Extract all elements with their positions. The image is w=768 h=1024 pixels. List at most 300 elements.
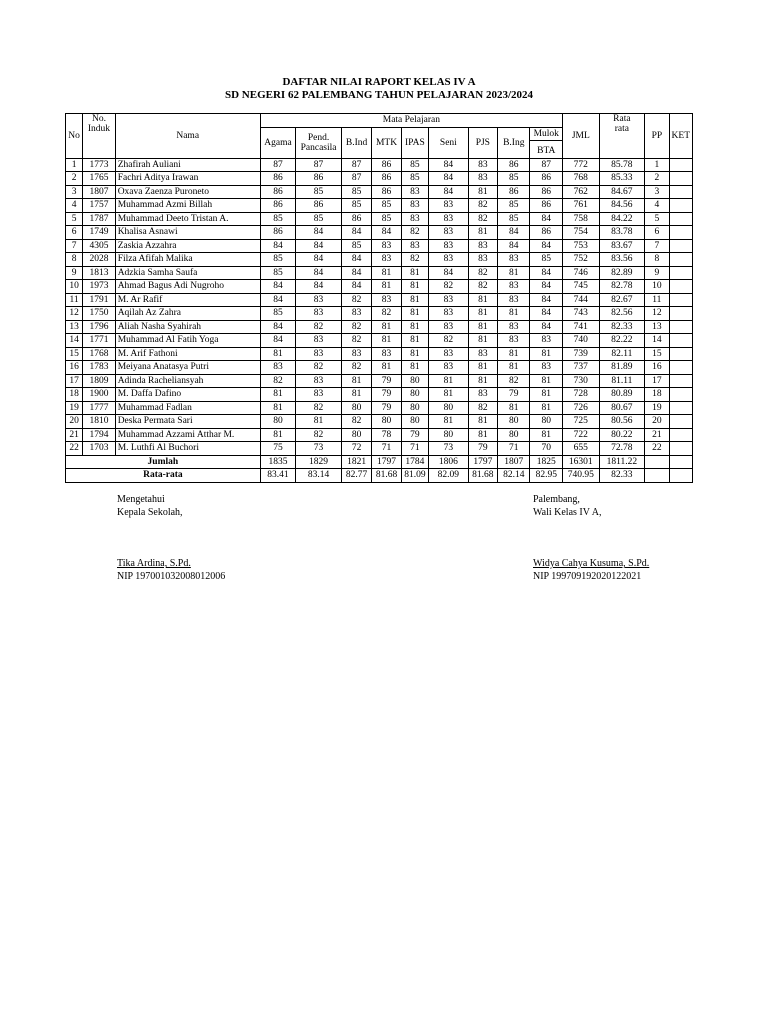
row-nama: Oxava Zaenza Puroneto	[115, 185, 260, 199]
score-agama: 84	[260, 334, 296, 348]
row-no-induk: 1750	[83, 307, 115, 321]
jumlah-row	[66, 455, 693, 469]
score-seni: 83	[429, 320, 469, 334]
row-no-induk: 1807	[83, 185, 115, 199]
score-seni: 83	[429, 253, 469, 267]
score-mulok-bta: 83	[530, 334, 563, 348]
score-agama: 85	[260, 266, 296, 280]
score-bing: 79	[498, 388, 530, 402]
score-bing: 83	[498, 293, 530, 307]
score-pjs: 81	[468, 320, 497, 334]
score-agama: 84	[260, 320, 296, 334]
row-no-induk: 4305	[83, 239, 115, 253]
row-rata-rata: 83.78	[599, 226, 645, 240]
signature-left-block	[117, 493, 183, 519]
row-ket	[669, 388, 692, 402]
score-seni: 73	[429, 442, 469, 456]
score-bind: 85	[341, 185, 371, 199]
score-mtk: 81	[372, 361, 401, 375]
score-mulok-bta: 81	[530, 374, 563, 388]
row-nama: Adzkia Samha Saufa	[115, 266, 260, 280]
row-pp: 18	[645, 388, 669, 402]
header-nama: Nama	[115, 114, 260, 159]
score-pjs: 83	[468, 253, 497, 267]
score-mtk: 78	[372, 428, 401, 442]
row-rata-rata: 81.89	[599, 361, 645, 375]
score-bing: 83	[498, 334, 530, 348]
row-no: 1	[66, 158, 83, 172]
row-rata-rata: 82.67	[599, 293, 645, 307]
jumlah-value: 1784	[401, 455, 428, 469]
score-pjs: 82	[468, 212, 497, 226]
row-pp: 20	[645, 415, 669, 429]
score-bind: 80	[341, 401, 371, 415]
row-rata-rata: 80.56	[599, 415, 645, 429]
score-mulok-bta: 84	[530, 239, 563, 253]
row-no: 10	[66, 280, 83, 294]
table-row	[66, 172, 693, 186]
row-no: 7	[66, 239, 83, 253]
score-mulok-bta: 84	[530, 212, 563, 226]
score-pend-pancasila: 83	[296, 334, 342, 348]
score-seni: 83	[429, 307, 469, 321]
row-no: 8	[66, 253, 83, 267]
row-no: 4	[66, 199, 83, 213]
score-ipas: 83	[401, 212, 428, 226]
score-agama: 86	[260, 226, 296, 240]
table-row	[66, 307, 693, 321]
table-row	[66, 320, 693, 334]
score-ipas: 81	[401, 347, 428, 361]
row-no-induk: 1796	[83, 320, 115, 334]
header-pend-line1: Pend.	[307, 132, 330, 143]
score-pjs: 81	[468, 428, 497, 442]
score-ipas: 85	[401, 172, 428, 186]
row-no-induk: 1768	[83, 347, 115, 361]
row-no: 2	[66, 172, 83, 186]
score-pend-pancasila: 85	[296, 212, 342, 226]
score-mtk: 84	[372, 226, 401, 240]
score-pjs: 83	[468, 239, 497, 253]
row-no: 3	[66, 185, 83, 199]
score-pend-pancasila: 84	[296, 253, 342, 267]
header-agama: Agama	[260, 127, 296, 158]
score-agama: 81	[260, 347, 296, 361]
score-ipas: 81	[401, 266, 428, 280]
score-pjs: 79	[468, 442, 497, 456]
rata-rata-value: 83.14	[296, 469, 342, 483]
score-pjs: 82	[468, 280, 497, 294]
row-jml: 758	[563, 212, 600, 226]
header-mulok-label: Mulok	[530, 128, 562, 141]
score-pend-pancasila: 73	[296, 442, 342, 456]
signature-left-name-block	[117, 557, 225, 583]
score-ipas: 81	[401, 361, 428, 375]
score-pend-pancasila: 82	[296, 361, 342, 375]
score-ipas: 83	[401, 239, 428, 253]
row-rata-rata: 72.78	[599, 442, 645, 456]
score-mulok-bta: 80	[530, 415, 563, 429]
score-bind: 84	[341, 226, 371, 240]
row-jml: 745	[563, 280, 600, 294]
row-pp: 21	[645, 428, 669, 442]
jumlah-value: 16301	[563, 455, 600, 469]
score-mtk: 81	[372, 320, 401, 334]
table-row	[66, 158, 693, 172]
row-nama: Deska Permata Sari	[115, 415, 260, 429]
row-no-induk: 1757	[83, 199, 115, 213]
score-pjs: 83	[468, 347, 497, 361]
score-pend-pancasila: 85	[296, 185, 342, 199]
score-mulok-bta: 86	[530, 199, 563, 213]
row-no: 5	[66, 212, 83, 226]
row-no-induk: 1810	[83, 415, 115, 429]
row-jml: 743	[563, 307, 600, 321]
score-agama: 87	[260, 158, 296, 172]
row-jml: 752	[563, 253, 600, 267]
row-jml: 740	[563, 334, 600, 348]
score-bing: 85	[498, 199, 530, 213]
score-ipas: 81	[401, 307, 428, 321]
row-pp: 12	[645, 307, 669, 321]
score-seni: 83	[429, 199, 469, 213]
score-bind: 86	[341, 212, 371, 226]
score-bind: 81	[341, 388, 371, 402]
score-bind: 84	[341, 280, 371, 294]
row-jml: 655	[563, 442, 600, 456]
jumlah-value: 1829	[296, 455, 342, 469]
row-no-induk: 1791	[83, 293, 115, 307]
row-rata-rata: 84.67	[599, 185, 645, 199]
row-ket	[669, 239, 692, 253]
row-jml: 737	[563, 361, 600, 375]
score-ipas: 80	[401, 374, 428, 388]
rata-rata-label: Rata-rata	[66, 469, 261, 483]
signature-left-line1: Mengetahui	[117, 494, 165, 505]
score-ipas: 80	[401, 401, 428, 415]
row-pp: 19	[645, 401, 669, 415]
score-mulok-bta: 86	[530, 185, 563, 199]
header-pend-pancasila	[296, 127, 342, 158]
row-pp: 9	[645, 266, 669, 280]
row-rata-rata: 84.56	[599, 199, 645, 213]
score-mulok-bta: 87	[530, 158, 563, 172]
row-pp: 5	[645, 212, 669, 226]
score-pend-pancasila: 84	[296, 239, 342, 253]
score-seni: 83	[429, 361, 469, 375]
score-bind: 83	[341, 347, 371, 361]
row-ket	[669, 185, 692, 199]
table-row	[66, 428, 693, 442]
row-no-induk: 1771	[83, 334, 115, 348]
row-no: 13	[66, 320, 83, 334]
score-mtk: 86	[372, 158, 401, 172]
row-jml: 728	[563, 388, 600, 402]
row-rata-rata: 84.22	[599, 212, 645, 226]
header-mata-pelajaran: Mata Pelajaran	[260, 114, 562, 128]
table-row	[66, 226, 693, 240]
row-no: 12	[66, 307, 83, 321]
row-nama: Aqilah Az Zahra	[115, 307, 260, 321]
row-pp: 3	[645, 185, 669, 199]
score-bing: 84	[498, 239, 530, 253]
header-pend-line2: Pancasila	[300, 142, 337, 153]
score-ipas: 81	[401, 280, 428, 294]
row-ket	[669, 158, 692, 172]
score-ipas: 83	[401, 199, 428, 213]
score-agama: 86	[260, 185, 296, 199]
row-pp: 4	[645, 199, 669, 213]
rata-rata-value: 740.95	[563, 469, 600, 483]
row-pp: 6	[645, 226, 669, 240]
row-nama: Ahmad Bagus Adi Nugroho	[115, 280, 260, 294]
row-nama: Adinda Racheliansyah	[115, 374, 260, 388]
row-rata-rata: 83.67	[599, 239, 645, 253]
score-bing: 71	[498, 442, 530, 456]
score-bind: 82	[341, 361, 371, 375]
score-bing: 80	[498, 428, 530, 442]
row-ket	[669, 401, 692, 415]
row-rata-rata: 82.11	[599, 347, 645, 361]
score-pend-pancasila: 81	[296, 415, 342, 429]
row-no-induk: 1813	[83, 266, 115, 280]
row-rata-rata: 82.56	[599, 307, 645, 321]
score-ipas: 71	[401, 442, 428, 456]
score-pend-pancasila: 84	[296, 226, 342, 240]
score-bind: 85	[341, 199, 371, 213]
rata-rata-value: 82.77	[341, 469, 371, 483]
row-rata-rata: 82.33	[599, 320, 645, 334]
score-mtk: 71	[372, 442, 401, 456]
jumlah-value: 1797	[372, 455, 401, 469]
signature-right-line1: Palembang,	[533, 494, 580, 505]
row-no: 11	[66, 293, 83, 307]
row-no-induk: 1973	[83, 280, 115, 294]
header-bing: B.Ing	[498, 127, 530, 158]
row-jml: 725	[563, 415, 600, 429]
score-mulok-bta: 86	[530, 226, 563, 240]
score-mtk: 83	[372, 293, 401, 307]
row-nama: Muhammad Azzami Atthar M.	[115, 428, 260, 442]
score-seni: 80	[429, 401, 469, 415]
score-mulok-bta: 81	[530, 347, 563, 361]
signature-right-line2: Wali Kelas IV A,	[533, 507, 602, 518]
score-mulok-bta: 70	[530, 442, 563, 456]
score-seni: 81	[429, 388, 469, 402]
score-mtk: 85	[372, 199, 401, 213]
score-agama: 84	[260, 293, 296, 307]
score-bind: 87	[341, 158, 371, 172]
row-pp: 2	[645, 172, 669, 186]
row-no: 19	[66, 401, 83, 415]
score-pjs: 81	[468, 415, 497, 429]
score-mulok-bta: 85	[530, 253, 563, 267]
row-ket	[669, 212, 692, 226]
table-row	[66, 388, 693, 402]
table-row	[66, 334, 693, 348]
rata-rata-value: 81.68	[468, 469, 497, 483]
row-no: 15	[66, 347, 83, 361]
row-no-induk: 1703	[83, 442, 115, 456]
score-agama: 82	[260, 374, 296, 388]
table-row	[66, 253, 693, 267]
score-ipas: 79	[401, 428, 428, 442]
score-seni: 83	[429, 212, 469, 226]
score-bing: 83	[498, 280, 530, 294]
score-agama: 84	[260, 280, 296, 294]
row-ket	[669, 374, 692, 388]
row-no-induk: 1900	[83, 388, 115, 402]
row-pp: 11	[645, 293, 669, 307]
header-ipas: IPAS	[401, 127, 428, 158]
score-mulok-bta: 81	[530, 388, 563, 402]
row-ket	[669, 442, 692, 456]
score-seni: 84	[429, 185, 469, 199]
score-bing: 85	[498, 172, 530, 186]
header-pp: PP	[645, 114, 669, 159]
row-ket	[669, 428, 692, 442]
row-jml: 726	[563, 401, 600, 415]
row-nama: Zhafirah Auliani	[115, 158, 260, 172]
score-ipas: 85	[401, 158, 428, 172]
score-ipas: 82	[401, 226, 428, 240]
report-title: DAFTAR NILAI RAPORT KELAS IV A	[282, 76, 476, 88]
score-ipas: 82	[401, 253, 428, 267]
grade-rows	[66, 158, 693, 455]
score-mulok-bta: 84	[530, 307, 563, 321]
score-seni: 84	[429, 172, 469, 186]
table-row	[66, 185, 693, 199]
score-pend-pancasila: 84	[296, 266, 342, 280]
score-agama: 86	[260, 172, 296, 186]
header-bind: B.Ind	[341, 127, 371, 158]
row-jml: 772	[563, 158, 600, 172]
row-ket	[669, 280, 692, 294]
row-no-induk: 1749	[83, 226, 115, 240]
header-no: No	[66, 114, 83, 159]
row-nama: Filza Afifah Malika	[115, 253, 260, 267]
table-row	[66, 347, 693, 361]
score-seni: 84	[429, 158, 469, 172]
jumlah-value: 1806	[429, 455, 469, 469]
score-mtk: 81	[372, 334, 401, 348]
score-bing: 81	[498, 307, 530, 321]
row-ket	[669, 334, 692, 348]
score-agama: 81	[260, 401, 296, 415]
score-pjs: 83	[468, 388, 497, 402]
score-pjs: 83	[468, 172, 497, 186]
score-bind: 82	[341, 415, 371, 429]
score-pend-pancasila: 83	[296, 347, 342, 361]
score-pend-pancasila: 84	[296, 280, 342, 294]
score-seni: 83	[429, 293, 469, 307]
rata-rata-value: 81.09	[401, 469, 428, 483]
score-agama: 86	[260, 199, 296, 213]
row-nama: Muhammad Azmi Billah	[115, 199, 260, 213]
row-nama: Muhammad Deeto Tristan A.	[115, 212, 260, 226]
row-pp: 16	[645, 361, 669, 375]
row-ket	[669, 253, 692, 267]
jumlah-empty	[669, 455, 692, 469]
row-nama: Muhammad Fadlan	[115, 401, 260, 415]
row-ket	[669, 266, 692, 280]
header-rata-line2: rata	[614, 124, 629, 134]
score-mtk: 80	[372, 415, 401, 429]
table-row	[66, 293, 693, 307]
score-pend-pancasila: 83	[296, 307, 342, 321]
score-bing: 86	[498, 158, 530, 172]
header-pjs: PJS	[468, 127, 497, 158]
headmaster-nip: NIP 197001032008012006	[117, 571, 226, 582]
score-agama: 81	[260, 388, 296, 402]
row-pp: 10	[645, 280, 669, 294]
score-pend-pancasila: 87	[296, 158, 342, 172]
table-row	[66, 401, 693, 415]
score-mtk: 82	[372, 307, 401, 321]
row-ket	[669, 226, 692, 240]
jumlah-value: 1797	[468, 455, 497, 469]
score-mulok-bta: 81	[530, 428, 563, 442]
score-agama: 84	[260, 239, 296, 253]
teacher-nip: NIP 199709192020122021	[533, 571, 642, 582]
row-rata-rata: 85.33	[599, 172, 645, 186]
jumlah-label: Jumlah	[66, 455, 261, 469]
rata-rata-empty	[669, 469, 692, 483]
header-rata-rata	[599, 114, 645, 159]
row-rata-rata: 82.78	[599, 280, 645, 294]
header-mulok	[530, 127, 563, 158]
score-ipas: 83	[401, 185, 428, 199]
score-seni: 83	[429, 347, 469, 361]
score-pend-pancasila: 83	[296, 388, 342, 402]
header-ket: KET	[669, 114, 692, 159]
signature-right-block	[533, 493, 601, 519]
score-agama: 80	[260, 415, 296, 429]
row-ket	[669, 415, 692, 429]
row-rata-rata: 83.56	[599, 253, 645, 267]
row-no: 18	[66, 388, 83, 402]
score-mulok-bta: 84	[530, 266, 563, 280]
score-pend-pancasila: 83	[296, 374, 342, 388]
row-nama: M. Daffa Dafino	[115, 388, 260, 402]
row-nama: Aliah Nasha Syahirah	[115, 320, 260, 334]
rata-rata-value: 82.33	[599, 469, 645, 483]
row-pp: 1	[645, 158, 669, 172]
score-bind: 83	[341, 307, 371, 321]
row-jml: 753	[563, 239, 600, 253]
row-nama: Zaskia Azzahra	[115, 239, 260, 253]
score-ipas: 81	[401, 320, 428, 334]
signature-left-line2: Kepala Sekolah,	[117, 507, 183, 518]
score-pjs: 81	[468, 374, 497, 388]
score-bind: 84	[341, 253, 371, 267]
header-rata-line1: Rata	[613, 114, 631, 124]
row-jml: 746	[563, 266, 600, 280]
row-jml: 761	[563, 199, 600, 213]
score-agama: 81	[260, 428, 296, 442]
row-nama: M. Arif Fathoni	[115, 347, 260, 361]
score-bing: 81	[498, 266, 530, 280]
row-no: 16	[66, 361, 83, 375]
header-no-induk-line2: Induk	[87, 124, 111, 134]
score-mtk: 86	[372, 172, 401, 186]
header-seni: Seni	[429, 127, 469, 158]
score-seni: 83	[429, 239, 469, 253]
score-bind: 82	[341, 320, 371, 334]
score-bing: 81	[498, 401, 530, 415]
row-no-induk: 1765	[83, 172, 115, 186]
row-no-induk: 1783	[83, 361, 115, 375]
